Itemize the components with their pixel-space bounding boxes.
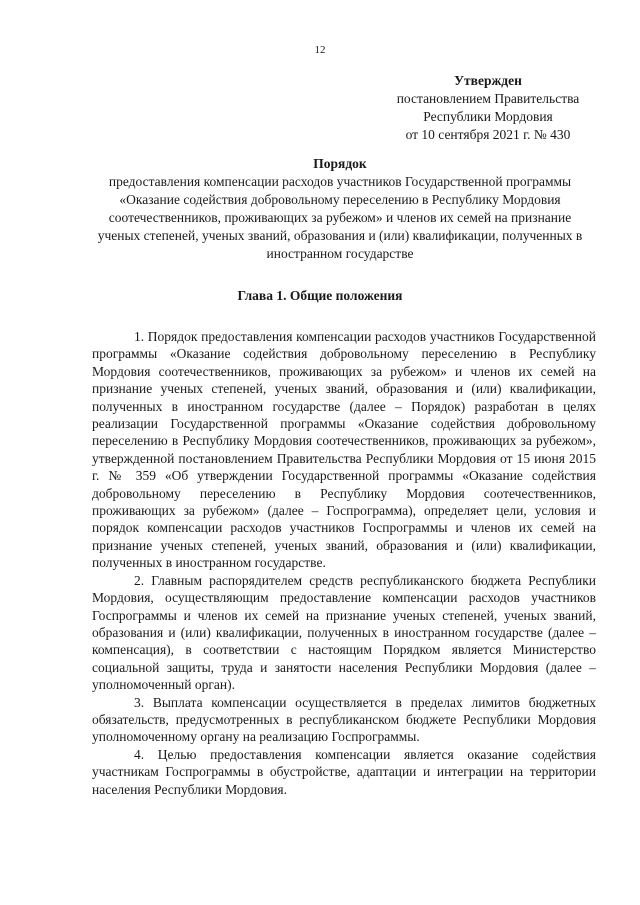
document-title-block (92, 155, 588, 263)
paragraph-3: 3. Выплата компенсации осуществляется в пределах лимитов бюджетных обязательств, предусмотренных в республиканском бюджете Республики Мордовия уполномоченному органу на реализацию Госпрограммы. (92, 694, 596, 745)
document-title: Порядок (313, 156, 367, 171)
approval-block (380, 72, 596, 144)
approval-line-3: от 10 сентября 2021 г. № 430 (405, 127, 571, 142)
chapter-heading: Глава 1. Общие положения (237, 288, 403, 303)
approval-heading: Утвержден (454, 73, 522, 88)
page-number: 12 (314, 44, 326, 56)
paragraph-2: 2. Главным распорядителем средств республиканского бюджета Республики Мордовия, осуществляющим предоставление компенсации расходов участников Госпрограммы и членов их семей на признание ученых степеней, ученых званий, образования и (или) квалификации, полученных в иностранном государстве (далее – компенсация), в соответствии с настоящим Порядком является Министерство социальной защиты, труда и занятости населения Республики Мордовия (далее – уполномоченный орган). (92, 572, 596, 693)
paragraph-4: 4. Целью предоставления компенсации является оказание содействия участникам Госпрограммы в обустройстве, адаптации и интеграции на территории населения Республики Мордовия. (92, 746, 596, 797)
approval-line-2: Республики Мордовия (423, 109, 553, 124)
paragraph-1: 1. Порядок предоставления компенсации расходов участников Государственной программы «Оказание содействия добровольному переселению в Республику Мордовия соотечественников, проживающих за рубежом» и членов их семей на признание ученых степеней, ученых званий, образования и (или) квалификации, полученных в иностранном государстве (далее – Порядок) разработан в целях реализации Государственной программы «Оказание содействия добровольному переселению в Республику Мордовия соотечественников, проживающих за рубежом», утвержденной постановлением Правительства Республики Мордовия от 15 июня 2015 г. № 359 «Об утверждении Государственной программы «Оказание содействия добровольному переселению в Республику Мордовия соотечественников, проживающих за рубежом» (далее – Госпрограмма), определяет цели, условия и порядок компенсации расходов участников Госпрограммы и членов их семей на признание ученых степеней, ученых званий, образования и (или) квалификации, полученных в иностранном государстве. (92, 329, 596, 571)
document-body (92, 328, 596, 798)
document-subtitle: предоставления компенсации расходов участников Государственной программы «Оказание содействия добровольному переселению в Республику Мордовия соотечественников, проживающих за рубежом» и членов их семей на признание ученых степеней, ученых званий, образования и (или) квалификации, полученных в иностранном государстве (97, 174, 583, 261)
approval-line-1: постановлением Правительства (396, 91, 580, 106)
